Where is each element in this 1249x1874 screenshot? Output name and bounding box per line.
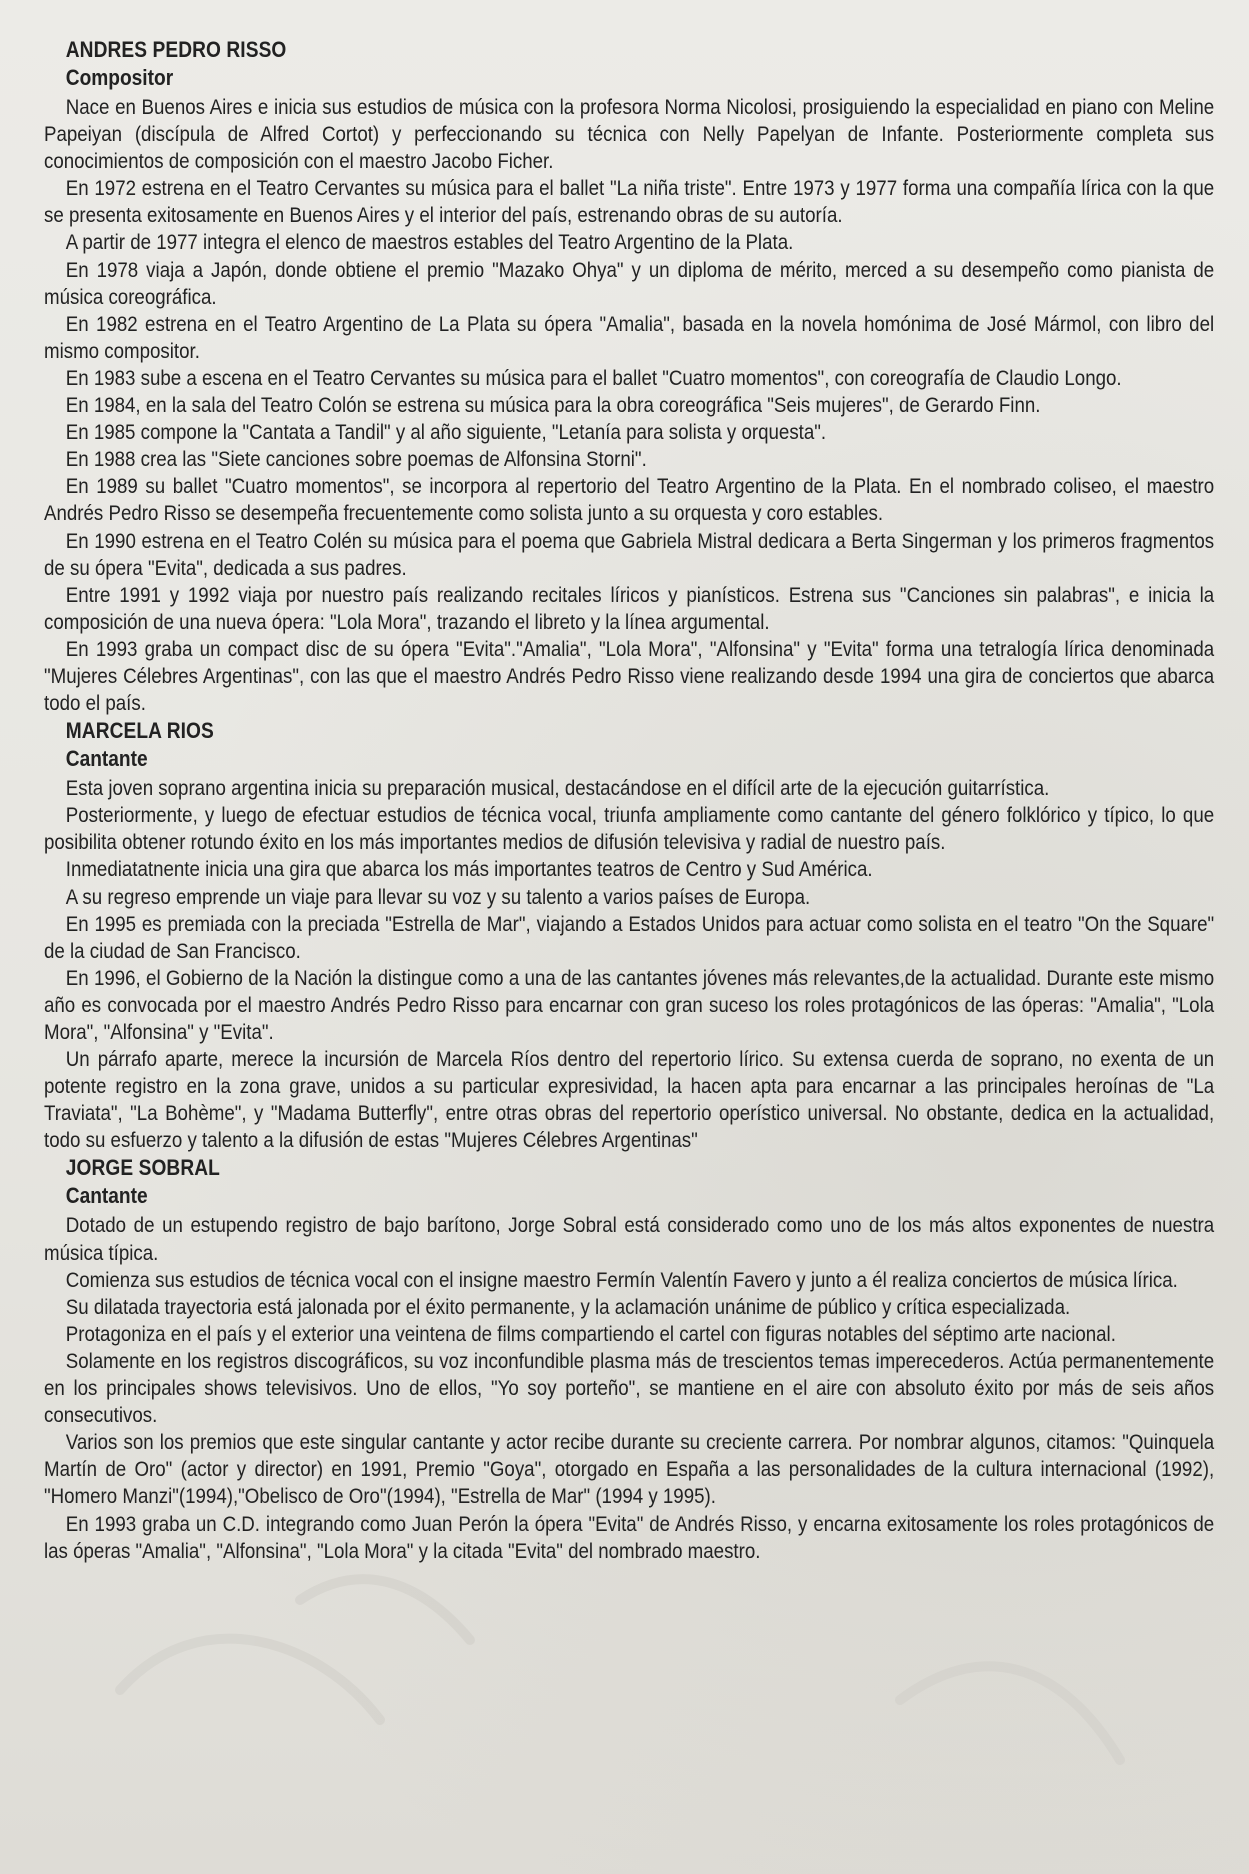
section-role: Cantante	[65, 1183, 148, 1209]
section-name: JORGE SOBRAL	[65, 1155, 220, 1181]
paragraph: Posteriormente, y luego de efectuar estudios de técnica vocal, triunfa ampliamente como cantante del género folklórico y típico, lo que posibilita obtener rotundo éxito en los más importantes medios de difusión televisiva y radial de nuestro país.	[44, 803, 1215, 855]
paragraph: Un párrafo aparte, merece la incursión de Marcela Ríos dentro del repertorio lírico. Su extensa cuerda de soprano, no exenta de un potente registro en la zona grave, unidos a su particular expresividad, la hacen apta para encarnar a las principales heroínas de "La Traviata", "La Bohème", y "Madama Butterfly", entre otras obras del repertorio operístico universal. No obstante, dedica en la actualidad, todo su esfuerzo y talento a la difusión de estas "Mujeres Célebres Argentinas"	[44, 1047, 1215, 1153]
paragraph: Entre 1991 y 1992 viaja por nuestro país realizando recitales líricos y pianísticos. Estrena sus "Canciones sin palabras", e inicia la composición de una nueva ópera: "Lola Mora", trazando el libreto y la línea argumental.	[44, 582, 1215, 634]
paragraph: En 1989 su ballet "Cuatro momentos", se incorpora al repertorio del Teatro Argentino de la Plata. En el nombrado coliseo, el maestro Andrés Pedro Risso se desempeña frecuentemente como solista junto a su orquesta y coro estables.	[44, 474, 1215, 526]
paragraph: En 1985 compone la "Cantata a Tandil" y al año siguiente, "Letanía para solista y orquesta".	[65, 420, 827, 445]
paragraph: Dotado de un estupendo registro de bajo barítono, Jorge Sobral está considerado como uno de los más altos exponentes de nuestra música típica.	[44, 1213, 1215, 1265]
paragraph: Nace en Buenos Aires e inicia sus estudios de música con la profesora Norma Nicolosi, prosiguiendo la especialidad en piano con Meline Papeiyan (discípula de Alfred Cortot) y perfeccionando su técnica con Nelly Papelyan de Infante. Posteriormente completa sus conocimientos de composición con el maestro Jacobo Ficher.	[44, 95, 1215, 174]
paragraph: Su dilatada trayectoria está jalonada por el éxito permanente, y la aclamación unánime de público y crítica especializada.	[65, 1294, 1071, 1319]
section-name: MARCELA RIOS	[65, 718, 214, 744]
paragraph: En 1996, el Gobierno de la Nación la distingue como a una de las cantantes jóvenes más relevantes,de la actualidad. Durante este mismo año es convocada por el maestro Andrés Pedro Risso para encarnar con gran suceso los roles protagónicos de las óperas: "Amalia", "Lola Mora", "Alfonsina" y "Evita".	[44, 965, 1215, 1044]
paragraph: En 1972 estrena en el Teatro Cervantes su música para el ballet "La niña triste". Entre 1973 y 1977 forma una compañía lírica con la que se presenta exitosamente en Buenos Aires y el interior del país, estrenando obras de su autoría.	[44, 176, 1215, 228]
paragraph: En 1990 estrena en el Teatro Colén su música para el poema que Gabriela Mistral dedicara a Berta Singerman y los primeros fragmentos de su ópera "Evita", dedicada a sus padres.	[44, 528, 1215, 580]
paragraph: En 1993 graba un C.D. integrando como Juan Perón la ópera "Evita" de Andrés Risso, y encarna exitosamente los roles protagónicos de las óperas "Amalia", "Alfonsina", "Lola Mora" y la citada "Evita" del nombrado maestro.	[44, 1511, 1215, 1563]
paragraph: Varios son los premios que este singular cantante y actor recibe durante su creciente carrera. Por nombrar algunos, citamos: "Quinquela Martín de Oro" (actor y director) en 1991, Premio "Goya", otorgado en España a las personalidades de la cultura internacional (1992), "Homero Manzi"(1994),"Obelisco de Oro"(1994), "Estrella de Mar" (1994 y 1995).	[44, 1430, 1215, 1509]
paragraph: A partir de 1977 integra el elenco de maestros estables del Teatro Argentino de la Plata.	[65, 230, 794, 255]
section-role: Cantante	[65, 746, 148, 772]
paragraph: En 1988 crea las "Siete canciones sobre poemas de Alfonsina Storni".	[65, 447, 647, 472]
paragraph: En 1978 viaja a Japón, donde obtiene el premio "Mazako Ohya" y un diploma de mérito, merced a su desempeño como pianista de música coreográfica.	[44, 257, 1215, 309]
section-name: ANDRES PEDRO RISSO	[65, 37, 287, 62]
section-marcela-rios	[44, 717, 1214, 1154]
paragraph: En 1993 graba un compact disc de su ópera "Evita"."Amalia", "Lola Mora", "Alfonsina" y "Evita" forma una tetralogía lírica denominada "Mujeres Célebres Argentinas", con las que el maestro Andrés Pedro Risso viene realizando desde 1994 una gira de conciertos que abarca todo el país.	[44, 636, 1215, 716]
section-andres-pedro-risso	[44, 36, 1214, 717]
paragraph: Protagoniza en el país y el exterior una veintena de films compartiendo el cartel con figuras notables del séptimo arte nacional.	[65, 1321, 1116, 1346]
paragraph: En 1984, en la sala del Teatro Colón se estrena su música para la obra coreográfica "Seis mujeres", de Gerardo Finn.	[65, 393, 1041, 418]
paragraph: Esta joven soprano argentina inicia su preparación musical, destacándose en el difícil arte de la ejecución guitarrística.	[65, 776, 1050, 801]
document-content	[44, 36, 1214, 1565]
section-role: Compositor	[65, 65, 174, 90]
paragraph: Inmediatatnente inicia una gira que abarca los más importantes teatros de Centro y Sud América.	[65, 857, 873, 882]
paragraph: Comienza sus estudios de técnica vocal con el insigne maestro Fermín Valentín Favero y junto a él realiza conciertos de música lírica.	[65, 1267, 1178, 1292]
paragraph: A su regreso emprende un viaje para llevar su voz y su talento a varios países de Europa.	[65, 884, 811, 909]
section-jorge-sobral	[44, 1154, 1214, 1564]
paragraph: En 1983 sube a escena en el Teatro Cervantes su música para el ballet "Cuatro momentos", con coreografía de Claudio Longo.	[65, 365, 1122, 390]
paragraph: Solamente en los registros discográficos, su voz inconfundible plasma más de trescientos temas imperecederos. Actúa permanentemente en los principales shows televisivos. Uno de ellos, "Yo soy porteño", se mantiene en el aire con absoluto éxito por más de seis años consecutivos.	[44, 1348, 1215, 1428]
paragraph: En 1982 estrena en el Teatro Argentino de La Plata su ópera "Amalia", basada en la novela homónima de José Mármol, con libro del mismo compositor.	[44, 311, 1215, 363]
paragraph: En 1995 es premiada con la preciada "Estrella de Mar", viajando a Estados Unidos para actuar como solista en el teatro "On the Square" de la ciudad de San Francisco.	[44, 911, 1215, 963]
